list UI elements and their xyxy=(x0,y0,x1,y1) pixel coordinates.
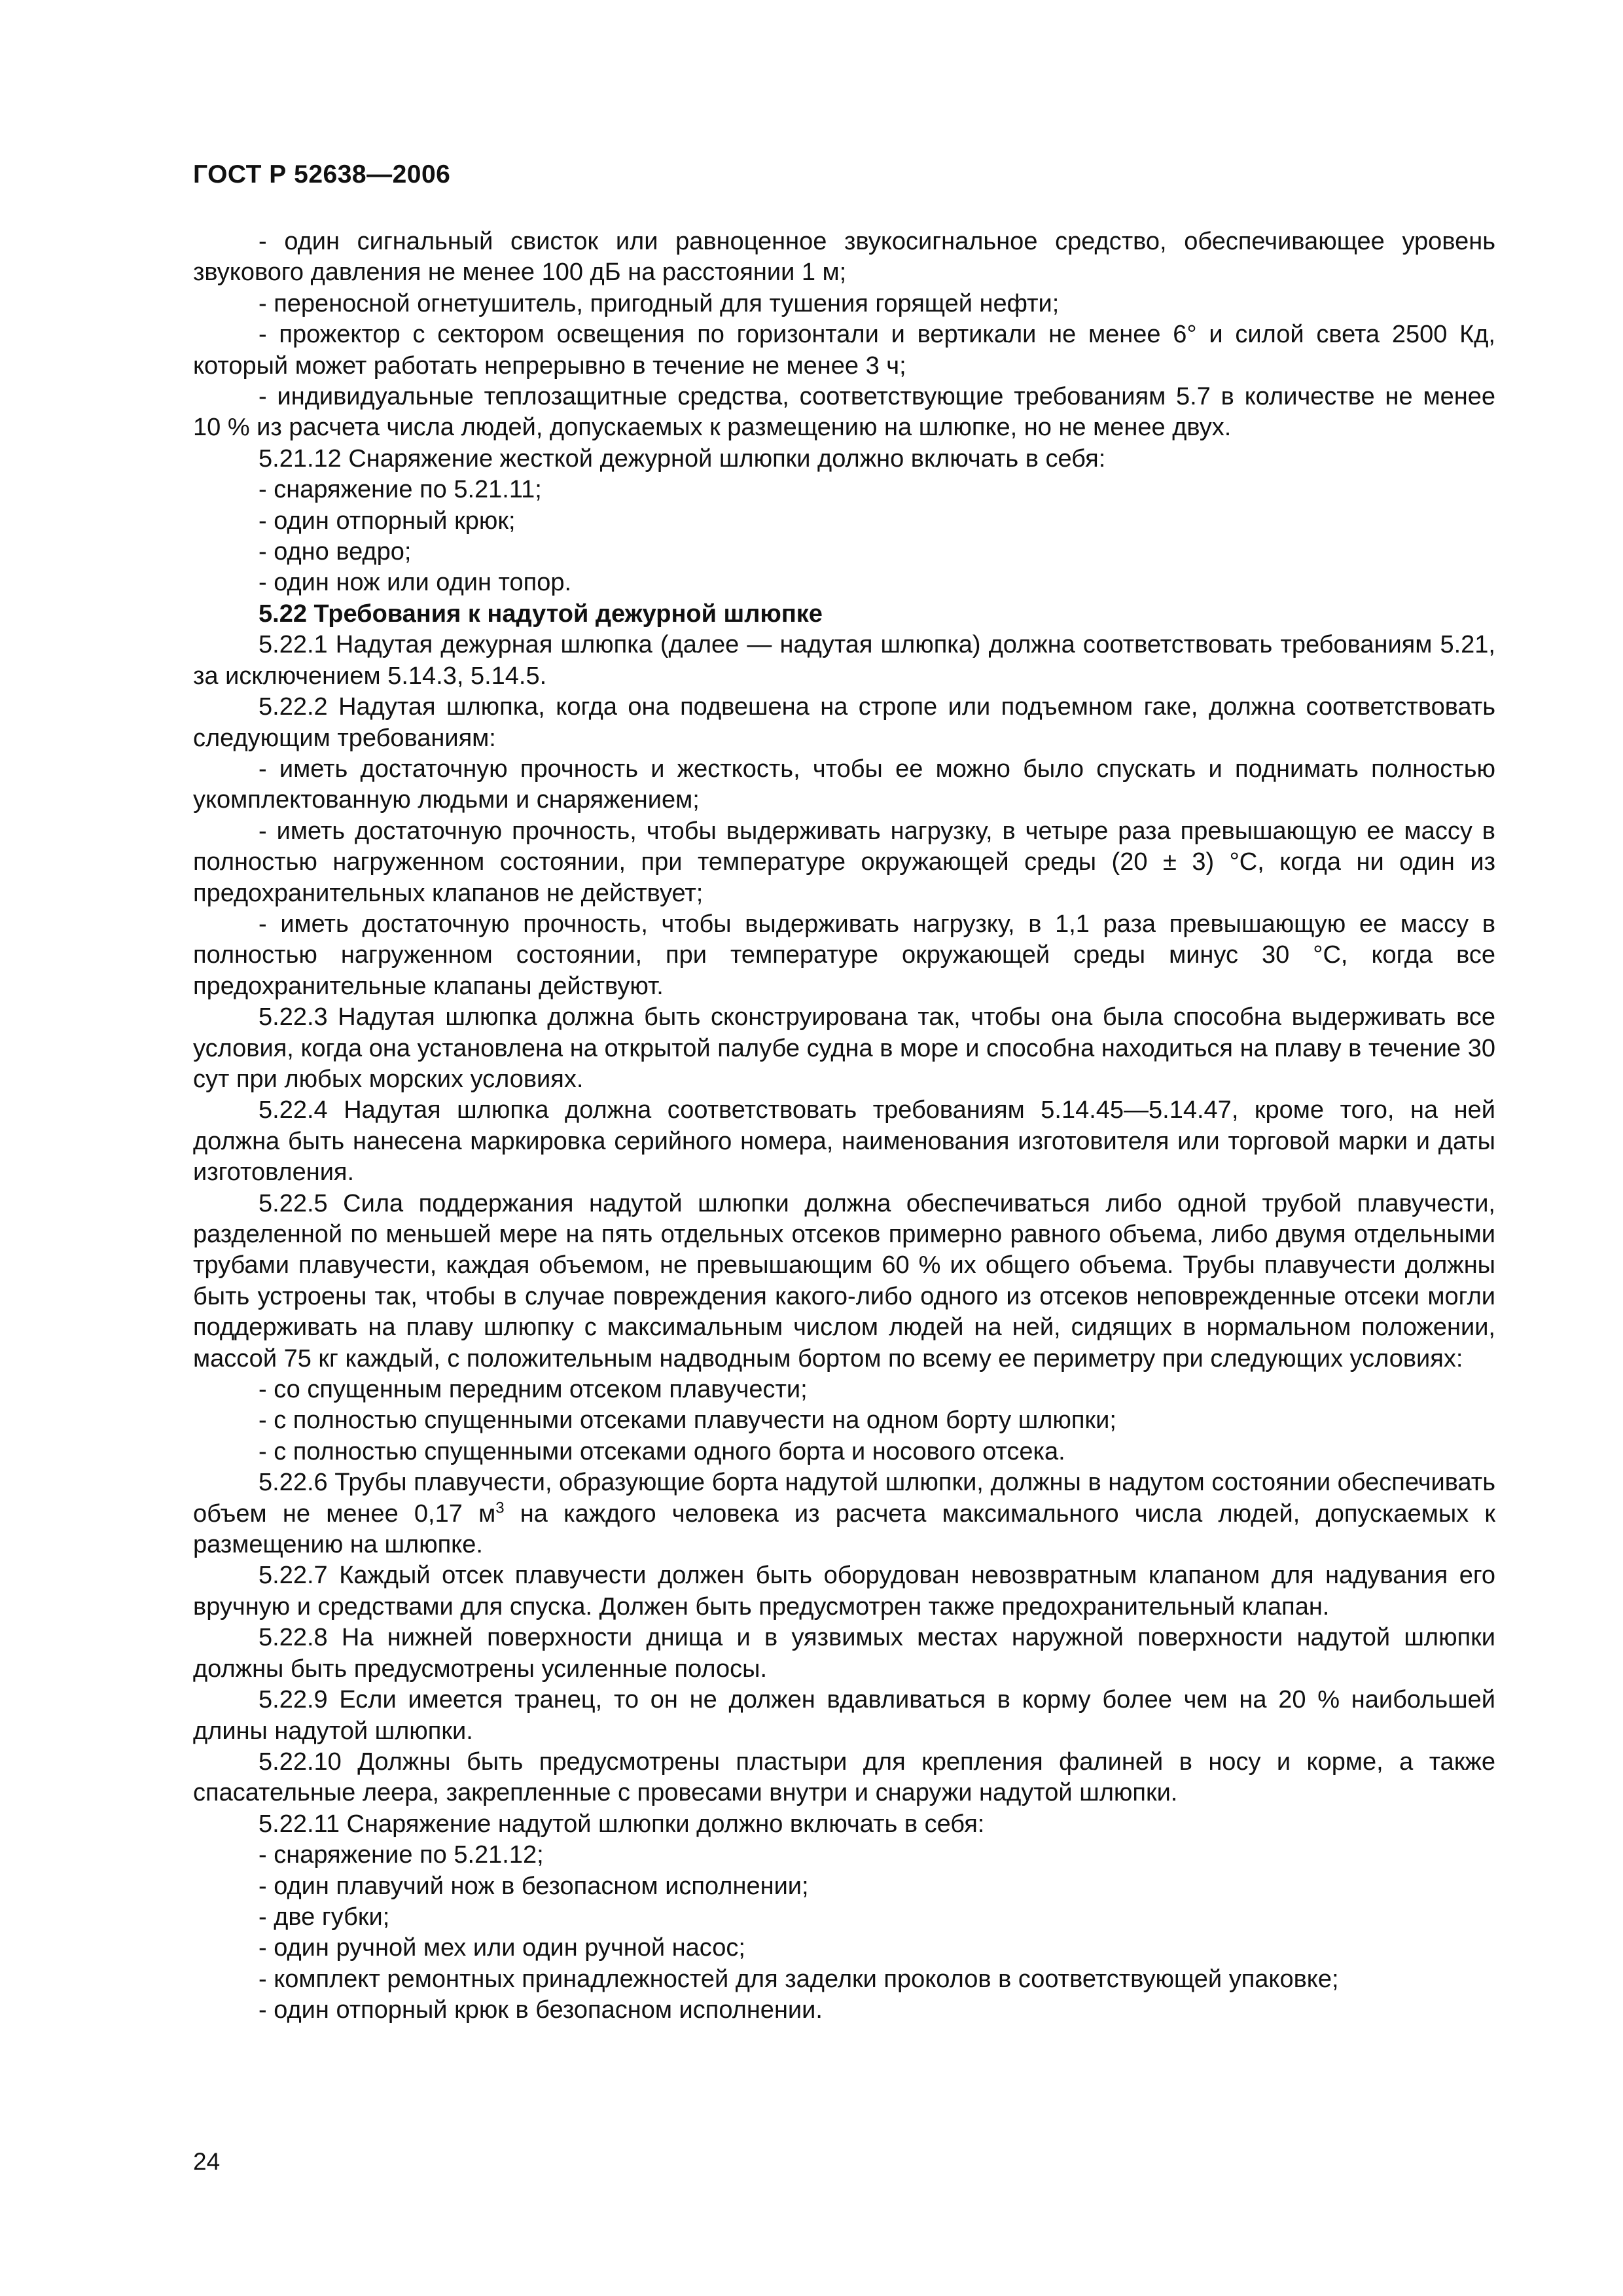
paragraph: 5.22.8 На нижней поверхности днища и в уязвимых местах наружной поверхности надутой шлюпки должны быть предусмотрены усиленные полосы. xyxy=(193,1624,1495,1683)
paragraph: 5.21.12 Снаряжение жесткой дежурной шлюпки должно включать в себя: xyxy=(259,444,1106,473)
page-number: 24 xyxy=(193,2148,221,2175)
paragraph: 5.22.3 Надутая шлюпка должна быть сконструирована так, чтобы она была способна выдерживать все условия, когда она установлена на открытой палубе судна в море и способна находиться на плаву в течение 30 сут при любых морских условиях. xyxy=(193,1003,1495,1093)
paragraph: 5.22.5 Сила поддержания надутой шлюпки должна обеспечиваться либо одной трубой плавучести, разделенной по меньшей мере на пять отдельных отсеков примерно равного объема, либо двумя отдельными трубами плавучести, каждая объемом, не превышающим 60 % их общего объема. Трубы плавучести должны быть устроены так, чтобы в случае повреждения какого-либо одного из отсеков неповрежденные отсеки могли поддерживать на плаву шлюпку с максимальным числом людей на ней, сидящих в нормальном положении, массой 75 кг каждый, с положительным надводным бортом по всему ее периметру при следующих условиях: xyxy=(193,1189,1495,1372)
paragraph xyxy=(193,1467,1495,1560)
paragraph: - комплект ремонтных принадлежностей для заделки проколов в соответствующей упаковке; xyxy=(259,1965,1339,1993)
paragraph: - один плавучий нож в безопасном исполнении; xyxy=(259,1872,809,1900)
paragraph: 5.22.10 Должны быть предусмотрены пластыри для крепления фалиней в носу и корме, а также спасательные леера, закрепленные с провесами внутри и снаружи надутой шлюпки. xyxy=(193,1748,1495,1807)
paragraph-text: на каждого человека из расчета максимального числа людей, допускаемых к размещению на шлюпке. xyxy=(193,1499,1496,1559)
superscript: 3 xyxy=(495,1499,505,1516)
paragraph: 5.22.2 Надутая шлюпка, когда она подвешена на стропе или подъемном гаке, должна соответствовать следующим требованиям: xyxy=(193,693,1495,752)
paragraph: - один отпорный крюк; xyxy=(259,507,516,535)
paragraph: - один отпорный крюк в безопасном исполнении. xyxy=(259,1996,823,2024)
paragraph: - иметь достаточную прочность и жесткость, чтобы ее можно было спускать и поднимать полностью укомплектованную людьми и снаряжением; xyxy=(193,755,1495,814)
paragraph: - иметь достаточную прочность, чтобы выдерживать нагрузку, в 1,1 раза превышающую ее массу в полностью нагруженном состоянии, при температуре окружающей среды минус 30 °С, когда все предохранительные клапаны действуют. xyxy=(193,910,1495,1000)
paragraph: 5.22.1 Надутая дежурная шлюпка (далее — надутая шлюпка) должна соответствовать требованиям 5.21, за исключением 5.14.3, 5.14.5. xyxy=(193,631,1495,690)
paragraph: 5.22.11 Снаряжение надутой шлюпки должно включать в себя: xyxy=(259,1810,985,1838)
paragraph: - с полностью спущенными отсеками одного борта и носового отсека. xyxy=(259,1437,1065,1465)
paragraph: - снаряжение по 5.21.11; xyxy=(259,476,542,504)
paragraph: 5.22.9 Если имеется транец, то он не должен вдавливаться в корму более чем на 20 % наибольшей длины надутой шлюпки. xyxy=(193,1686,1495,1745)
document-body xyxy=(193,226,1495,2026)
paragraph: - две губки; xyxy=(259,1903,390,1931)
section-heading: 5.22 Требования к надутой дежурной шлюпке xyxy=(259,600,823,628)
paragraph: 5.22.4 Надутая шлюпка должна соответствовать требованиям 5.14.45—5.14.47, кроме того, на ней должна быть нанесена маркировка серийного номера, наименования изготовителя или торговой марки и даты изготовления. xyxy=(193,1096,1495,1187)
paragraph: 5.22.7 Каждый отсек плавучести должен быть оборудован невозвратным клапаном для надувания его вручную и средствами для спуска. Должен быть предусмотрен также предохранительный клапан. xyxy=(193,1562,1495,1621)
paragraph-text: 5.22.6 Трубы плавучести, образующие борта надутой шлюпки, должны в надутом состоянии обеспечивать объем не менее 0,17 м xyxy=(193,1469,1495,1528)
paragraph: - прожектор с сектором освещения по горизонтали и вертикали не менее 6° и силой света 2500 Кд, который может работать непрерывно в течение не менее 3 ч; xyxy=(193,321,1495,380)
paragraph: - с полностью спущенными отсеками плавучести на одном борту шлюпки; xyxy=(259,1407,1116,1435)
paragraph: - одно ведро; xyxy=(259,538,412,566)
paragraph: - переносной огнетушитель, пригодный для тушения горящей нефти; xyxy=(259,289,1060,317)
paragraph: - один ручной мех или один ручной насос; xyxy=(259,1934,745,1962)
paragraph: - иметь достаточную прочность, чтобы выдерживать нагрузку, в четыре раза превышающую ее массу в полностью нагруженном состоянии, при температуре окружающей среды (20 ± 3) °С, когда ни один из предохранительных клапанов не действует; xyxy=(193,817,1495,907)
paragraph: - со спущенным передним отсеком плавучести; xyxy=(259,1376,808,1404)
paragraph: - один сигнальный свисток или равноценное звукосигнальное средство, обеспечивающее уровень звукового давления не менее 100 дБ на расстоянии 1 м; xyxy=(193,228,1495,287)
document-header-title: ГОСТ Р 52638—2006 xyxy=(193,160,451,188)
paragraph: - снаряжение по 5.21.12; xyxy=(259,1841,544,1869)
paragraph: - один нож или один топор. xyxy=(259,569,572,597)
paragraph: - индивидуальные теплозащитные средства, соответствующие требованиям 5.7 в количестве не менее 10 % из расчета числа людей, допускаемых к размещению на шлюпке, но не менее двух. xyxy=(193,383,1495,442)
